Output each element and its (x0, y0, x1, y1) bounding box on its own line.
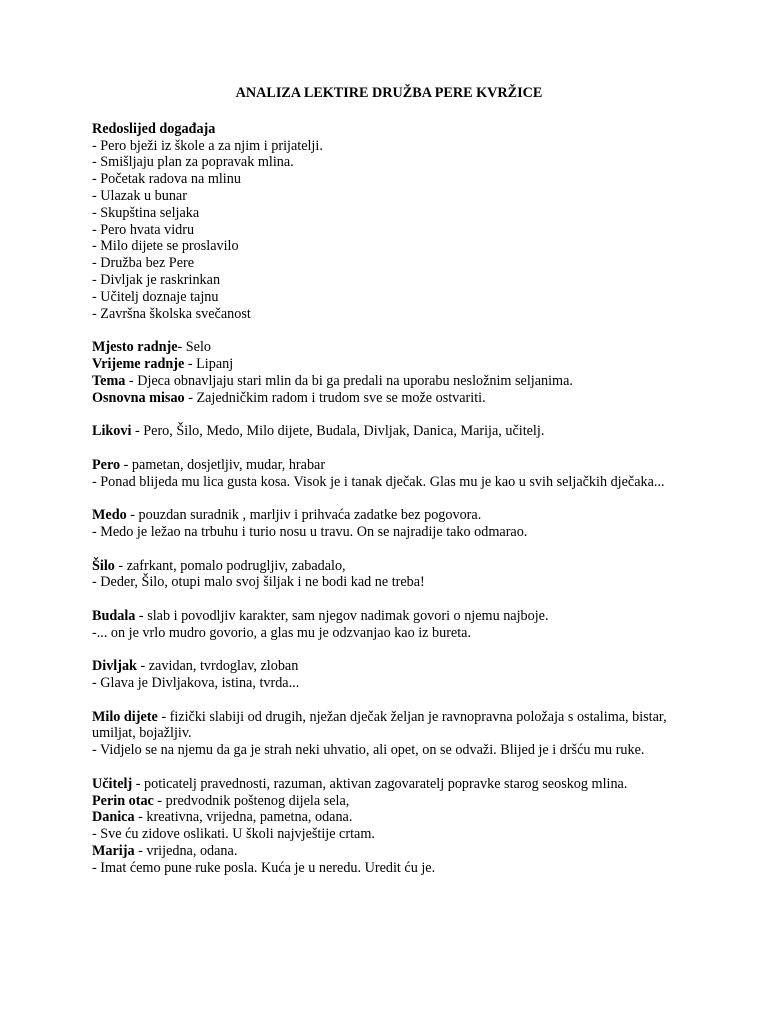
spacer (92, 541, 692, 558)
main-idea (92, 390, 692, 407)
character-name: Danica (92, 809, 135, 826)
character-name: Milo dijete (92, 708, 158, 725)
character-quote: - Vidjelo se na njemu da ga je strah neki uhvatio, ali opet, on se odvaži. Blijed je i dršću mu ruke. (92, 742, 645, 759)
spacer (92, 440, 692, 457)
document-page (92, 85, 692, 877)
theme-value: - Djeca obnavljaju stari mlin da bi ga predali na uporabu nesložnim seljanima. (125, 372, 573, 389)
sequence-item: - Početak radova na mlinu (92, 171, 241, 188)
spacer (92, 692, 692, 709)
character-marija (92, 843, 692, 860)
character-budala (92, 608, 692, 625)
character-name: Šilo (92, 557, 115, 574)
character-quote: - Sve ću zidove oslikati. U školi najvještije crtam. (92, 826, 375, 843)
character-quote: -... on je vrlo mudro govorio, a glas mu je odzvanjao kao iz bureta. (92, 624, 472, 641)
time-value: - Lipanj (184, 355, 234, 372)
character-traits: - slab i povodljiv karakter, sam njegov nadimak govori o njemu najboje. (135, 607, 549, 624)
spacer (92, 490, 692, 507)
character-silo (92, 558, 692, 575)
sequence-item: - Učitelj doznaje tajnu (92, 288, 219, 305)
character-traits: - zafrkant, pomalo podrugljiv, zabadalo, (114, 557, 346, 574)
spacer (92, 759, 692, 776)
place-value: - Selo (177, 339, 211, 356)
sequence-item: - Pero bježi iz škole a za njim i prijatelji. (92, 137, 323, 154)
theme (92, 373, 692, 390)
character-pero (92, 457, 692, 474)
character-quote: - Ponad blijeda mu lica gusta kosa. Visok je i tanak dječak. Glas mu je kao u svih seljačkih dječaka... (92, 473, 665, 490)
time-of-action (92, 356, 692, 373)
characters-label: Likovi (92, 423, 132, 440)
sequence-item: - Ulazak u bunar (92, 187, 187, 204)
character-traits: - poticatelj pravednosti, razuman, aktivan zagovaratelj popravke starog seoskog mlina. (132, 775, 628, 792)
character-quote: - Imat ćemo pune ruke posla. Kuća je u neredu. Uredit ću je. (92, 859, 436, 876)
character-name: Učitelj (92, 775, 133, 792)
character-name: Medo (92, 507, 127, 524)
character-traits: - vrijedna, odana. (134, 843, 238, 860)
sequence-item: - Divljak je raskrinkan (92, 271, 221, 288)
character-traits: - predvodnik poštenog dijela sela, (153, 792, 350, 809)
character-quote: - Glava je Divljakova, istina, tvrda... (92, 675, 300, 692)
place-label: Mjesto radnje (92, 339, 178, 356)
sequence-item: - Skupština seljaka (92, 204, 200, 221)
character-danica (92, 809, 692, 826)
character-traits: - pouzdan suradnik , marljiv i prihvaća zadatke bez pogovora. (126, 507, 482, 524)
place-of-action (92, 339, 692, 356)
character-name: Budala (92, 607, 136, 624)
characters-list (92, 423, 692, 440)
character-divljak (92, 658, 692, 675)
idea-value: - Zajedničkim radom i trudom sve se može ostvariti. (184, 389, 486, 406)
character-traits: - zavidan, tvrdoglav, zloban (136, 658, 299, 675)
sequence-item: - Pero hvata vidru (92, 221, 195, 238)
sequence-item: - Milo dijete se proslavilo (92, 238, 239, 255)
spacer (92, 406, 692, 423)
document-title: ANALIZA LEKTIRE DRUŽBA PERE KVRŽICE (235, 85, 543, 101)
sequence-item: - Smišljaju plan za popravak mlina. (92, 154, 294, 171)
spacer (92, 591, 692, 608)
character-name: Divljak (92, 658, 137, 675)
sequence-item: - Završna školska svečanost (92, 305, 251, 322)
character-quote: - Medo je ležao na trbuhu i turio nosu u travu. On se najradije tako odmarao. (92, 523, 528, 540)
character-traits: - fizički slabiji od drugih, nježan dječak željan je ravnopravna položaja s ostalima, bistar, umiljat, bojažljiv. (92, 708, 667, 742)
spacer (92, 642, 692, 659)
character-quote: - Deder, Šilo, otupi malo svoj šiljak i ne bodi kad ne treba! (92, 574, 425, 591)
character-milo-dijete (92, 709, 692, 743)
theme-label: Tema (92, 372, 126, 389)
character-traits: - kreativna, vrijedna, pametna, odana. (134, 809, 353, 826)
idea-label: Osnovna misao (92, 389, 185, 406)
character-medo (92, 507, 692, 524)
time-label: Vrijeme radnje (92, 355, 185, 372)
sequence-item: - Družba bez Pere (92, 255, 195, 272)
character-perin-otac (92, 793, 692, 810)
sequence-list (92, 138, 692, 323)
spacer (92, 322, 692, 339)
character-ucitelj (92, 776, 692, 793)
character-name: Pero (92, 456, 121, 473)
sequence-heading (92, 121, 692, 138)
characters-value: - Pero, Šilo, Medo, Milo dijete, Budala, Divljak, Danica, Marija, učitelj. (131, 423, 545, 440)
sequence-heading-text: Redoslijed događaja (92, 120, 216, 137)
character-traits: - pametan, dosjetljiv, mudar, hrabar (120, 456, 326, 473)
character-name: Perin otac (92, 792, 154, 809)
character-name: Marija (92, 843, 135, 860)
